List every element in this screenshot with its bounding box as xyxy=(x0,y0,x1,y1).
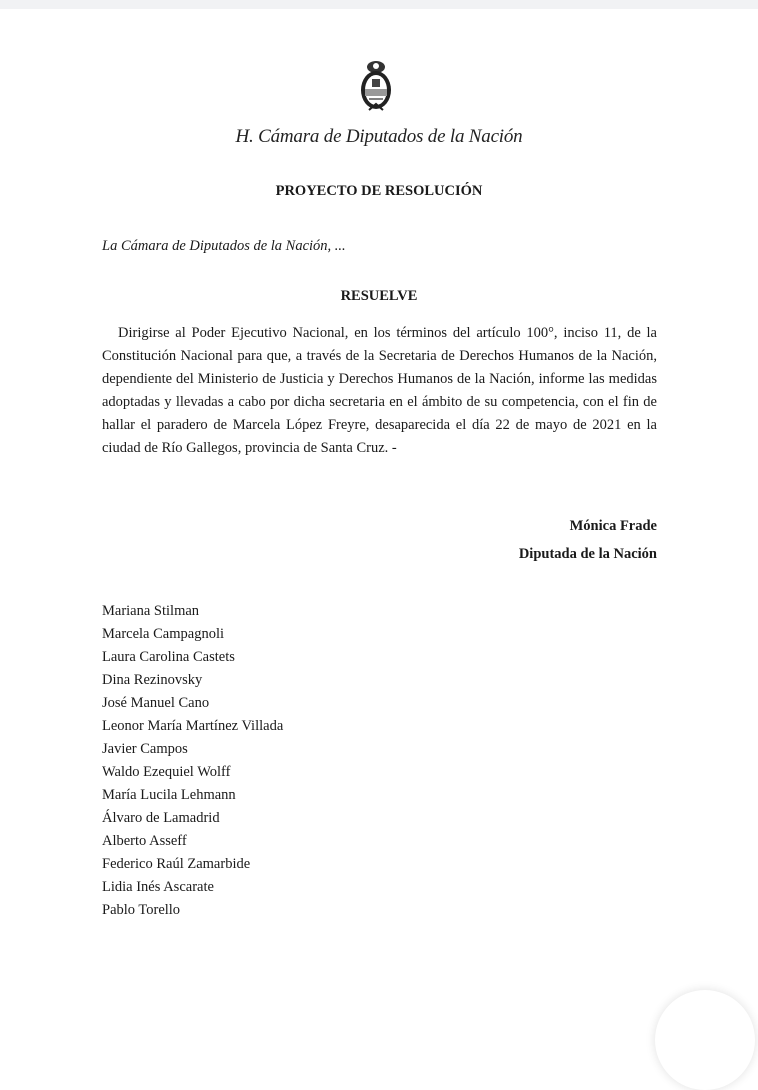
cosigner: Leonor María Martínez Villada xyxy=(102,718,284,734)
cosigner: Waldo Ezequiel Wolff xyxy=(102,764,231,780)
cosigners-list xyxy=(102,600,283,922)
cosigner: Marcela Campagnoli xyxy=(102,626,224,642)
cosigner: José Manuel Cano xyxy=(102,695,210,711)
chamber-name: H. Cámara de Diputados de la Nación xyxy=(235,126,523,147)
argentina-coat-of-arms-icon xyxy=(359,58,393,112)
viewer-top-bar xyxy=(0,0,758,9)
cosigner: María Lucila Lehmann xyxy=(102,787,236,803)
cosigner: Javier Campos xyxy=(102,741,188,757)
signer-name: Mónica Frade xyxy=(569,518,657,534)
cosigner: Laura Carolina Castets xyxy=(102,649,235,665)
cosigner: Mariana Stilman xyxy=(102,603,200,619)
document-intro: La Cámara de Diputados de la Nación, ... xyxy=(102,238,346,254)
cosigner: Lidia Inés Ascarate xyxy=(102,879,214,895)
signer-role: Diputada de la Nación xyxy=(518,546,657,562)
signature-block xyxy=(519,512,657,568)
document-title: PROYECTO DE RESOLUCIÓN xyxy=(275,183,483,199)
resolution-body: Dirigirse al Poder Ejecutivo Nacional, en los términos del artículo 100°, inciso 11, de la Constitución Nacional para que, a través de la Secretaria de Derechos Humanos de la Nación, dependiente del Ministerio de Justicia y Derechos Humanos de la Nación, informe las medidas adoptadas y llevadas a cabo por dicha secretaria en el ámbito de su competencia, con el fin de hallar el paradero de Marcela López Freyre, desaparecida el día 22 de mayo de 2021 en la ciudad de Río Gallegos, provincia de Santa Cruz. - xyxy=(102,325,657,456)
cosigner: Federico Raúl Zamarbide xyxy=(102,856,251,872)
floating-action-button[interactable] xyxy=(655,990,755,1090)
cosigner: Alberto Asseff xyxy=(102,833,187,849)
resolves-heading: RESUELVE xyxy=(340,288,418,304)
cosigner: Pablo Torello xyxy=(102,902,181,918)
cosigner: Álvaro de Lamadrid xyxy=(102,810,220,826)
cosigner: Dina Rezinovsky xyxy=(102,672,203,688)
